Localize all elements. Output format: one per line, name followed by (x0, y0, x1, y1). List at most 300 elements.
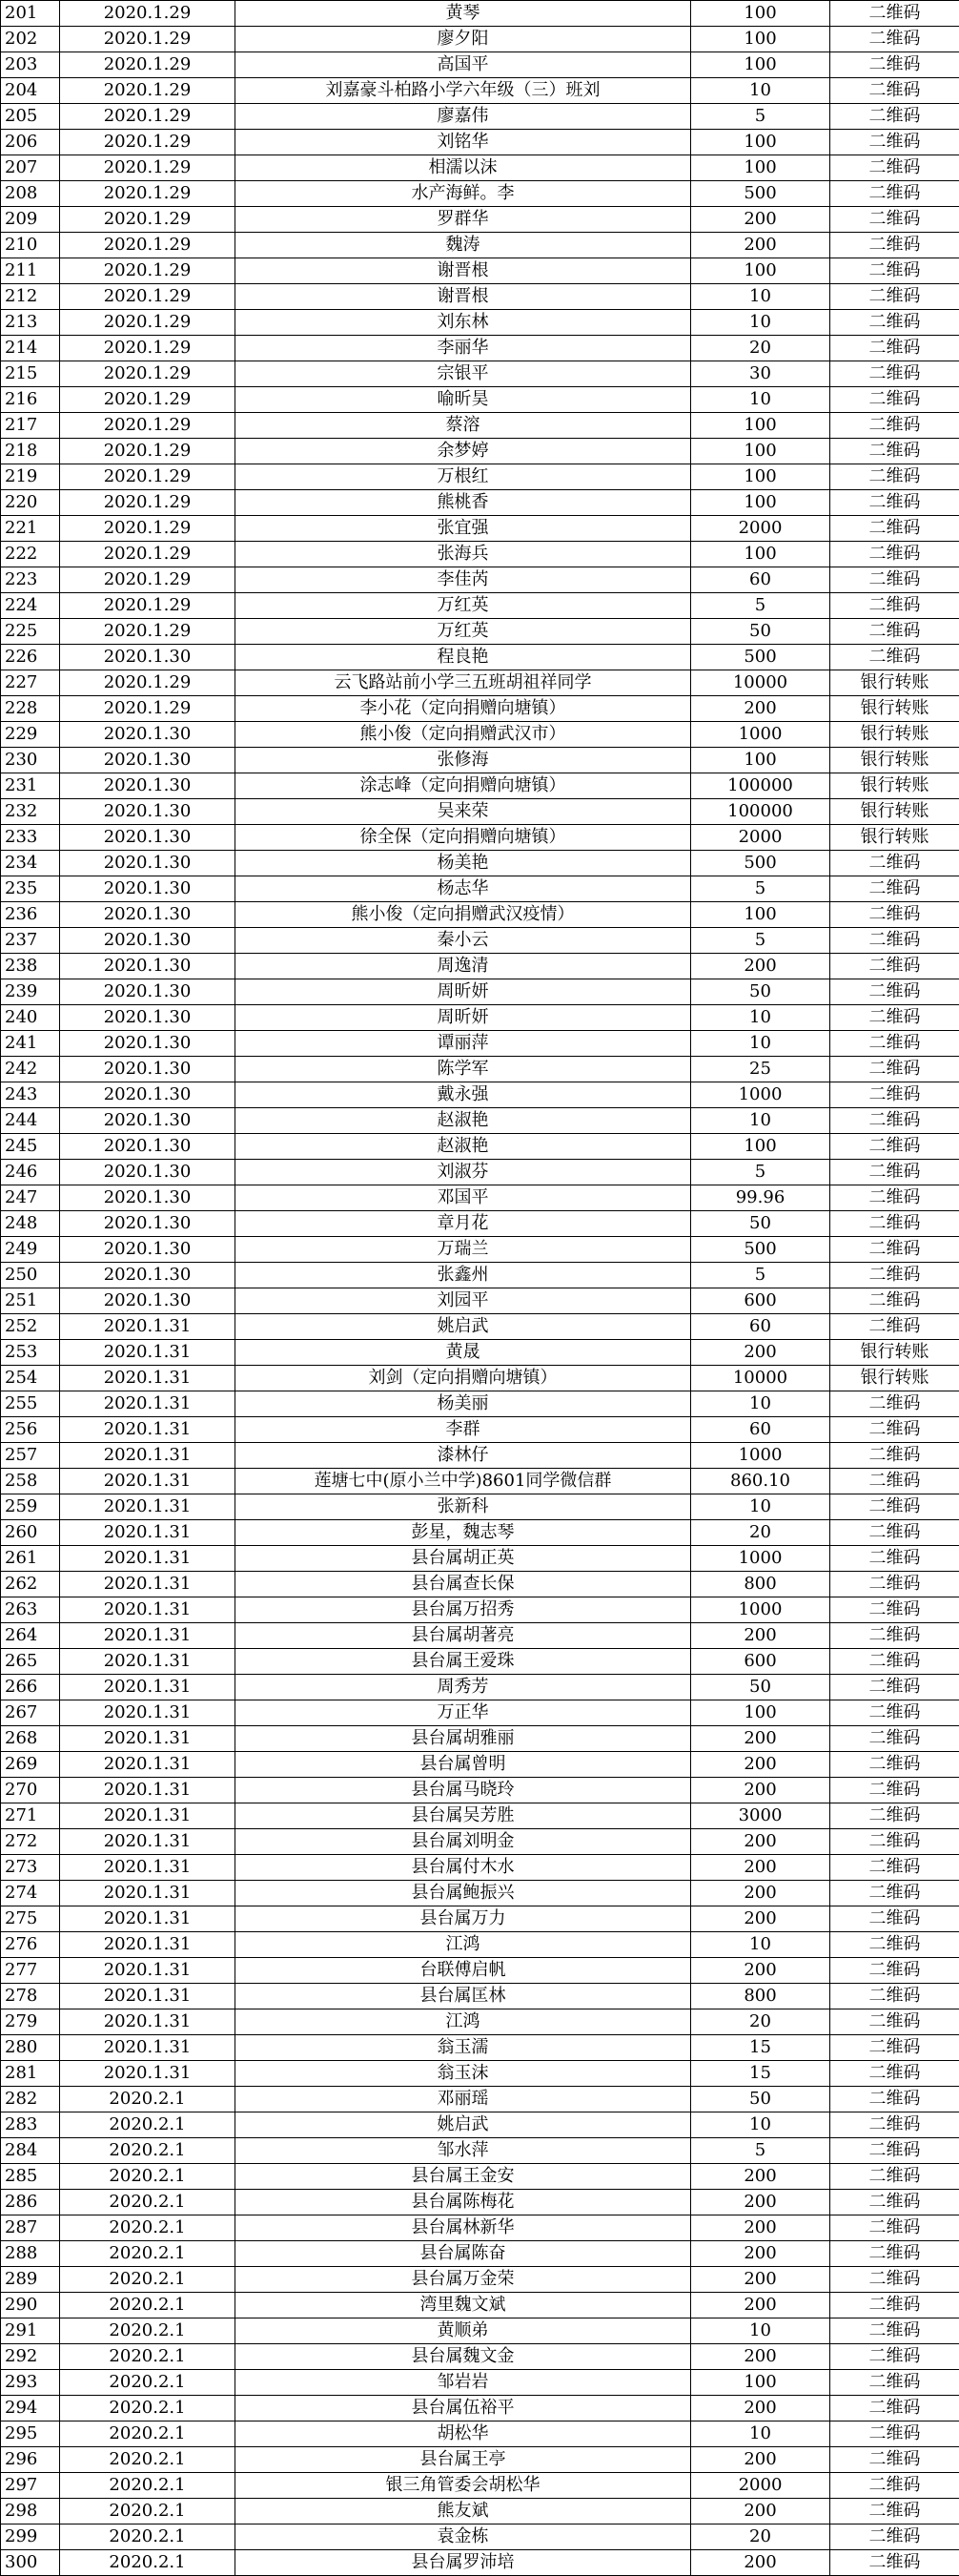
row-number-cell: 238 (1, 954, 60, 979)
row-number-cell: 230 (1, 748, 60, 773)
table-row (1, 954, 959, 979)
donor-name-cell: 相濡以沫 (235, 155, 691, 181)
donation-date-cell: 2020.1.30 (60, 1263, 235, 1288)
donor-name-cell: 县台属万力 (235, 1906, 691, 1932)
donor-name-cell: 张修海 (235, 748, 691, 773)
row-number-cell: 241 (1, 1031, 60, 1057)
row-number-cell: 293 (1, 2370, 60, 2396)
donor-name-cell: 邓国平 (235, 1185, 691, 1211)
payment-method-cell: 二维码 (830, 155, 959, 181)
row-number-cell: 287 (1, 2215, 60, 2241)
donation-amount-cell: 10 (691, 310, 830, 336)
donor-name-cell: 银三角管委会胡松华 (235, 2473, 691, 2499)
donation-date-cell: 2020.1.30 (60, 722, 235, 748)
donor-name-cell: 县台属罗沛培 (235, 2550, 691, 2576)
donor-name-cell: 李丽华 (235, 336, 691, 361)
donation-amount-cell: 200 (691, 2396, 830, 2421)
table-row (1, 1366, 959, 1391)
donor-name-cell: 县台属胡正英 (235, 1546, 691, 1572)
table-row (1, 1906, 959, 1932)
donor-name-cell: 县台属付木水 (235, 1855, 691, 1881)
donation-date-cell: 2020.1.29 (60, 696, 235, 722)
payment-method-cell: 二维码 (830, 2061, 959, 2087)
donation-amount-cell: 10000 (691, 1366, 830, 1391)
donation-date-cell: 2020.1.31 (60, 1752, 235, 1778)
donation-amount-cell: 50 (691, 2087, 830, 2112)
table-row (1, 336, 959, 361)
donation-date-cell: 2020.1.30 (60, 876, 235, 902)
donation-amount-cell: 200 (691, 2550, 830, 2576)
donation-amount-cell: 200 (691, 1855, 830, 1881)
payment-method-cell: 二维码 (830, 954, 959, 979)
donation-date-cell: 2020.1.31 (60, 1932, 235, 1958)
row-number-cell: 210 (1, 233, 60, 258)
donation-date-cell: 2020.1.30 (60, 799, 235, 825)
donor-name-cell: 湾里魏文斌 (235, 2293, 691, 2318)
donation-date-cell: 2020.2.1 (60, 2447, 235, 2473)
donation-amount-cell: 200 (691, 233, 830, 258)
payment-method-cell: 二维码 (830, 181, 959, 207)
table-row (1, 387, 959, 413)
donation-amount-cell: 600 (691, 1649, 830, 1675)
donation-amount-cell: 860.10 (691, 1469, 830, 1494)
donor-name-cell: 张海兵 (235, 542, 691, 567)
payment-method-cell: 二维码 (830, 2215, 959, 2241)
payment-method-cell: 二维码 (830, 1288, 959, 1314)
donor-name-cell: 县台属马晓玲 (235, 1778, 691, 1803)
row-number-cell: 204 (1, 78, 60, 104)
payment-method-cell: 二维码 (830, 1520, 959, 1546)
payment-method-cell: 二维码 (830, 2344, 959, 2370)
donor-name-cell: 邹水萍 (235, 2138, 691, 2164)
payment-method-cell: 二维码 (830, 876, 959, 902)
table-row (1, 181, 959, 207)
payment-method-cell: 二维码 (830, 1778, 959, 1803)
donor-name-cell: 县台属胡著亮 (235, 1623, 691, 1649)
donor-name-cell: 陈学军 (235, 1057, 691, 1082)
row-number-cell: 220 (1, 490, 60, 516)
payment-method-cell: 二维码 (830, 1855, 959, 1881)
row-number-cell: 276 (1, 1932, 60, 1958)
table-row (1, 567, 959, 593)
donor-name-cell: 袁金栋 (235, 2524, 691, 2550)
donation-date-cell: 2020.2.1 (60, 2370, 235, 2396)
donation-amount-cell: 100000 (691, 799, 830, 825)
donor-name-cell: 熊小俊（定向捐赠武汉疫情） (235, 902, 691, 928)
row-number-cell: 231 (1, 773, 60, 799)
donation-amount-cell: 10 (691, 1932, 830, 1958)
donation-amount-cell: 200 (691, 2499, 830, 2524)
donation-amount-cell: 500 (691, 645, 830, 670)
payment-method-cell: 二维码 (830, 1675, 959, 1700)
row-number-cell: 274 (1, 1881, 60, 1906)
donation-amount-cell: 200 (691, 2164, 830, 2190)
payment-method-cell: 二维码 (830, 1211, 959, 1237)
table-row (1, 2138, 959, 2164)
donation-date-cell: 2020.1.29 (60, 464, 235, 490)
payment-method-cell: 二维码 (830, 1443, 959, 1469)
table-row (1, 1211, 959, 1237)
donation-date-cell: 2020.1.31 (60, 1649, 235, 1675)
donation-amount-cell: 20 (691, 1520, 830, 1546)
donor-name-cell: 谢晋根 (235, 258, 691, 284)
row-number-cell: 227 (1, 670, 60, 696)
donation-date-cell: 2020.1.31 (60, 1494, 235, 1520)
donor-name-cell: 姚启武 (235, 1314, 691, 1340)
donation-date-cell: 2020.1.31 (60, 1726, 235, 1752)
payment-method-cell: 二维码 (830, 336, 959, 361)
donation-amount-cell: 100 (691, 902, 830, 928)
table-row (1, 2524, 959, 2550)
donor-name-cell: 县台属王金安 (235, 2164, 691, 2190)
payment-method-cell: 二维码 (830, 1958, 959, 1984)
payment-method-cell: 银行转账 (830, 670, 959, 696)
table-row (1, 670, 959, 696)
row-number-cell: 254 (1, 1366, 60, 1391)
payment-method-cell: 二维码 (830, 361, 959, 387)
row-number-cell: 216 (1, 387, 60, 413)
row-number-cell: 261 (1, 1546, 60, 1572)
payment-method-cell: 二维码 (830, 78, 959, 104)
table-row (1, 284, 959, 310)
donation-date-cell: 2020.1.29 (60, 516, 235, 542)
table-row (1, 2112, 959, 2138)
row-number-cell: 207 (1, 155, 60, 181)
donation-amount-cell: 10 (691, 2421, 830, 2447)
table-row (1, 104, 959, 130)
row-number-cell: 289 (1, 2267, 60, 2293)
row-number-cell: 264 (1, 1623, 60, 1649)
donor-name-cell: 邹岩岩 (235, 2370, 691, 2396)
donation-amount-cell: 10 (691, 284, 830, 310)
row-number-cell: 226 (1, 645, 60, 670)
table-row (1, 748, 959, 773)
payment-method-cell: 二维码 (830, 387, 959, 413)
donor-name-cell: 张鑫州 (235, 1263, 691, 1288)
donation-amount-cell: 800 (691, 1572, 830, 1597)
payment-method-cell: 银行转账 (830, 748, 959, 773)
row-number-cell: 259 (1, 1494, 60, 1520)
payment-method-cell: 二维码 (830, 2112, 959, 2138)
table-row (1, 1881, 959, 1906)
donation-amount-cell: 10 (691, 2318, 830, 2344)
donation-date-cell: 2020.2.1 (60, 2421, 235, 2447)
donation-date-cell: 2020.2.1 (60, 2112, 235, 2138)
payment-method-cell: 二维码 (830, 1082, 959, 1108)
donor-name-cell: 县台属鲍振兴 (235, 1881, 691, 1906)
donation-date-cell: 2020.1.30 (60, 645, 235, 670)
donation-date-cell: 2020.1.31 (60, 1829, 235, 1855)
table-row (1, 1649, 959, 1675)
table-row (1, 1675, 959, 1700)
donor-name-cell: 县台属伍裕平 (235, 2396, 691, 2421)
table-row (1, 2499, 959, 2524)
table-row (1, 799, 959, 825)
donation-amount-cell: 20 (691, 336, 830, 361)
payment-method-cell: 二维码 (830, 1546, 959, 1572)
payment-method-cell: 二维码 (830, 2421, 959, 2447)
table-row (1, 902, 959, 928)
donation-date-cell: 2020.1.31 (60, 1906, 235, 1932)
table-row (1, 1082, 959, 1108)
table-row (1, 1700, 959, 1726)
donation-date-cell: 2020.1.30 (60, 954, 235, 979)
row-number-cell: 219 (1, 464, 60, 490)
row-number-cell: 282 (1, 2087, 60, 2112)
donation-amount-cell: 100 (691, 1700, 830, 1726)
donation-date-cell: 2020.1.29 (60, 413, 235, 439)
donation-amount-cell: 10 (691, 1031, 830, 1057)
table-row (1, 876, 959, 902)
table-row (1, 2344, 959, 2370)
table-row (1, 1726, 959, 1752)
donor-name-cell: 县台属刘明金 (235, 1829, 691, 1855)
donation-date-cell: 2020.1.29 (60, 258, 235, 284)
donor-name-cell: 杨志华 (235, 876, 691, 902)
payment-method-cell: 二维码 (830, 645, 959, 670)
donor-name-cell: 县台属万金荣 (235, 2267, 691, 2293)
donation-amount-cell: 5 (691, 104, 830, 130)
payment-method-cell: 二维码 (830, 2318, 959, 2344)
payment-method-cell: 二维码 (830, 2447, 959, 2473)
donation-date-cell: 2020.1.30 (60, 1108, 235, 1134)
row-number-cell: 252 (1, 1314, 60, 1340)
donor-name-cell: 喻昕昊 (235, 387, 691, 413)
payment-method-cell: 二维码 (830, 490, 959, 516)
donor-name-cell: 杨美丽 (235, 1391, 691, 1417)
donor-name-cell: 黄琴 (235, 1, 691, 27)
table-row (1, 2241, 959, 2267)
payment-method-cell: 二维码 (830, 52, 959, 78)
donor-name-cell: 魏涛 (235, 233, 691, 258)
row-number-cell: 234 (1, 851, 60, 876)
payment-method-cell: 二维码 (830, 1700, 959, 1726)
donation-amount-cell: 100000 (691, 773, 830, 799)
donation-date-cell: 2020.1.31 (60, 1314, 235, 1340)
donor-name-cell: 县台属王亭 (235, 2447, 691, 2473)
donor-name-cell: 宗银平 (235, 361, 691, 387)
table-row (1, 1829, 959, 1855)
donation-amount-cell: 10 (691, 2112, 830, 2138)
donation-date-cell: 2020.2.1 (60, 2396, 235, 2421)
donation-date-cell: 2020.2.1 (60, 2190, 235, 2215)
donor-name-cell: 熊小俊（定向捐赠武汉市） (235, 722, 691, 748)
row-number-cell: 253 (1, 1340, 60, 1366)
payment-method-cell: 二维码 (830, 310, 959, 336)
donation-amount-cell: 200 (691, 1829, 830, 1855)
donation-amount-cell: 200 (691, 1778, 830, 1803)
table-row (1, 1752, 959, 1778)
donor-name-cell: 杨美艳 (235, 851, 691, 876)
donation-date-cell: 2020.1.29 (60, 387, 235, 413)
donor-name-cell: 张宜强 (235, 516, 691, 542)
row-number-cell: 209 (1, 207, 60, 233)
donation-date-cell: 2020.1.31 (60, 1597, 235, 1623)
table-row (1, 1520, 959, 1546)
table-row (1, 413, 959, 439)
donation-amount-cell: 200 (691, 2267, 830, 2293)
donation-amount-cell: 200 (691, 1958, 830, 1984)
row-number-cell: 250 (1, 1263, 60, 1288)
table-row (1, 439, 959, 464)
donor-name-cell: 刘淑芬 (235, 1160, 691, 1185)
payment-method-cell: 二维码 (830, 2190, 959, 2215)
donation-amount-cell: 1000 (691, 1597, 830, 1623)
donation-amount-cell: 200 (691, 1726, 830, 1752)
donation-amount-cell: 5 (691, 593, 830, 619)
row-number-cell: 225 (1, 619, 60, 645)
donation-amount-cell: 50 (691, 979, 830, 1005)
row-number-cell: 295 (1, 2421, 60, 2447)
payment-method-cell: 二维码 (830, 1314, 959, 1340)
donation-date-cell: 2020.1.29 (60, 619, 235, 645)
donor-name-cell: 熊桃香 (235, 490, 691, 516)
row-number-cell: 298 (1, 2499, 60, 2524)
donation-date-cell: 2020.1.31 (60, 2009, 235, 2035)
donation-amount-cell: 5 (691, 2138, 830, 2164)
row-number-cell: 258 (1, 1469, 60, 1494)
donation-amount-cell: 30 (691, 361, 830, 387)
donation-amount-cell: 200 (691, 696, 830, 722)
table-row (1, 1855, 959, 1881)
payment-method-cell: 二维码 (830, 2009, 959, 2035)
row-number-cell: 215 (1, 361, 60, 387)
donation-date-cell: 2020.1.29 (60, 284, 235, 310)
payment-method-cell: 二维码 (830, 593, 959, 619)
table-row (1, 2473, 959, 2499)
donation-amount-cell: 200 (691, 1881, 830, 1906)
donation-date-cell: 2020.1.31 (60, 1855, 235, 1881)
table-row (1, 593, 959, 619)
donation-date-cell: 2020.2.1 (60, 2318, 235, 2344)
donor-name-cell: 县台属曾明 (235, 1752, 691, 1778)
payment-method-cell: 二维码 (830, 567, 959, 593)
row-number-cell: 281 (1, 2061, 60, 2087)
row-number-cell: 221 (1, 516, 60, 542)
donation-amount-cell: 500 (691, 851, 830, 876)
row-number-cell: 217 (1, 413, 60, 439)
donation-amount-cell: 5 (691, 1263, 830, 1288)
payment-method-cell: 银行转账 (830, 1340, 959, 1366)
donor-name-cell: 高国平 (235, 52, 691, 78)
payment-method-cell: 二维码 (830, 233, 959, 258)
payment-method-cell: 二维码 (830, 1726, 959, 1752)
donor-name-cell: 赵淑艳 (235, 1134, 691, 1160)
donor-name-cell: 水产海鲜。李 (235, 181, 691, 207)
donor-name-cell: 县台属吴芳胜 (235, 1803, 691, 1829)
donation-amount-cell: 20 (691, 2009, 830, 2035)
row-number-cell: 279 (1, 2009, 60, 2035)
row-number-cell: 235 (1, 876, 60, 902)
table-row (1, 78, 959, 104)
donation-date-cell: 2020.2.1 (60, 2241, 235, 2267)
donation-amount-cell: 10 (691, 1391, 830, 1417)
row-number-cell: 201 (1, 1, 60, 27)
payment-method-cell: 二维码 (830, 1185, 959, 1211)
table-row (1, 1984, 959, 2009)
donation-date-cell: 2020.1.29 (60, 233, 235, 258)
row-number-cell: 206 (1, 130, 60, 155)
donation-amount-cell: 200 (691, 1340, 830, 1366)
table-row (1, 1263, 959, 1288)
row-number-cell: 223 (1, 567, 60, 593)
donation-date-cell: 2020.1.29 (60, 336, 235, 361)
donation-amount-cell: 200 (691, 1623, 830, 1649)
row-number-cell: 249 (1, 1237, 60, 1263)
donation-amount-cell: 10 (691, 78, 830, 104)
donor-name-cell: 刘嘉豪斗柏路小学六年级（三）班刘 (235, 78, 691, 104)
donation-date-cell: 2020.2.1 (60, 2164, 235, 2190)
donor-name-cell: 周昕妍 (235, 979, 691, 1005)
payment-method-cell: 二维码 (830, 2035, 959, 2061)
payment-method-cell: 二维码 (830, 2267, 959, 2293)
payment-method-cell: 二维码 (830, 207, 959, 233)
row-number-cell: 267 (1, 1700, 60, 1726)
payment-method-cell: 二维码 (830, 2164, 959, 2190)
payment-method-cell: 银行转账 (830, 1366, 959, 1391)
donation-date-cell: 2020.2.1 (60, 2267, 235, 2293)
table-row (1, 2550, 959, 2576)
table-row (1, 2421, 959, 2447)
row-number-cell: 278 (1, 1984, 60, 2009)
donation-amount-cell: 100 (691, 542, 830, 567)
donation-date-cell: 2020.1.31 (60, 1520, 235, 1546)
donation-amount-cell: 200 (691, 954, 830, 979)
table-row (1, 2293, 959, 2318)
donor-name-cell: 姚启武 (235, 2112, 691, 2138)
row-number-cell: 275 (1, 1906, 60, 1932)
donation-date-cell: 2020.1.31 (60, 1700, 235, 1726)
donation-date-cell: 2020.1.31 (60, 1340, 235, 1366)
donation-date-cell: 2020.1.30 (60, 1185, 235, 1211)
payment-method-cell: 二维码 (830, 1160, 959, 1185)
donor-name-cell: 秦小云 (235, 928, 691, 954)
donation-amount-cell: 15 (691, 2061, 830, 2087)
row-number-cell: 214 (1, 336, 60, 361)
table-row (1, 542, 959, 567)
row-number-cell: 239 (1, 979, 60, 1005)
payment-method-cell: 二维码 (830, 902, 959, 928)
table-row (1, 825, 959, 851)
row-number-cell: 236 (1, 902, 60, 928)
row-number-cell: 233 (1, 825, 60, 851)
table-row (1, 2447, 959, 2473)
payment-method-cell: 二维码 (830, 258, 959, 284)
donation-amount-cell: 100 (691, 2370, 830, 2396)
donation-date-cell: 2020.1.31 (60, 1984, 235, 2009)
donor-name-cell: 刘东林 (235, 310, 691, 336)
table-row (1, 27, 959, 52)
table-row (1, 2009, 959, 2035)
table-row (1, 1417, 959, 1443)
donor-name-cell: 江鸿 (235, 2009, 691, 2035)
donation-amount-cell: 50 (691, 619, 830, 645)
row-number-cell: 246 (1, 1160, 60, 1185)
row-number-cell: 268 (1, 1726, 60, 1752)
row-number-cell: 247 (1, 1185, 60, 1211)
row-number-cell: 270 (1, 1778, 60, 1803)
row-number-cell: 218 (1, 439, 60, 464)
donation-amount-cell: 200 (691, 2344, 830, 2370)
donor-name-cell: 程良艳 (235, 645, 691, 670)
donation-date-cell: 2020.1.31 (60, 2035, 235, 2061)
table-row (1, 2190, 959, 2215)
payment-method-cell: 二维码 (830, 439, 959, 464)
donation-amount-cell: 1000 (691, 1546, 830, 1572)
donation-date-cell: 2020.1.29 (60, 567, 235, 593)
donation-date-cell: 2020.1.29 (60, 155, 235, 181)
donor-name-cell: 县台属查长保 (235, 1572, 691, 1597)
